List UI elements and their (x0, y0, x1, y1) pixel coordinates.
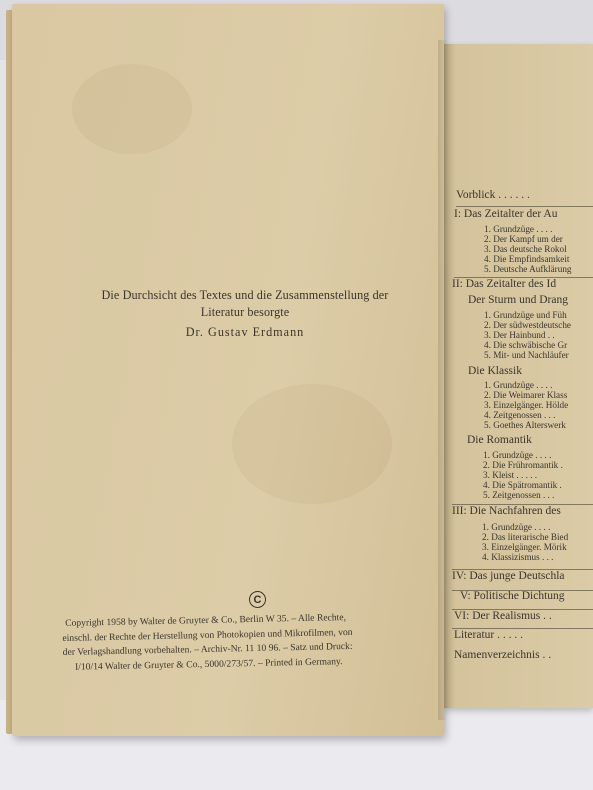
toc-entry: II: Das Zeitalter des Id (452, 278, 557, 290)
paper-stain (72, 64, 192, 154)
toc-entry: VI: Der Realismus . . (454, 610, 552, 622)
toc-entry: 3. Das deutsche Rokol (484, 244, 567, 254)
toc-entry: V: Politische Dichtung (460, 590, 565, 602)
credit-line: Die Durchsicht des Textes und die Zusammenstellung der (101, 288, 389, 302)
copyright-line: I/10/14 Walter de Gruyter & Co., 5000/273/57. – Printed in Germany. (74, 655, 343, 673)
credit-block (60, 287, 430, 341)
toc-entry: III: Die Nachfahren des (452, 505, 561, 517)
toc-entry: 2. Das literarische Bied (482, 532, 569, 542)
toc-entry: 4. Zeitgenossen . . . (484, 410, 556, 420)
toc-entry: 2. Der südwestdeutsche (484, 320, 572, 330)
toc-entry: IV: Das junge Deutschla (452, 570, 565, 582)
toc-entry: 5. Zeitgenossen . . . (483, 490, 555, 500)
toc-entry: 1. Grundzüge . . . . (483, 450, 552, 460)
paper-stain (232, 384, 392, 504)
toc-entry: Vorblick . . . . . . (456, 189, 530, 201)
toc-entry: 1. Grundzüge und Füh (484, 310, 567, 320)
toc-entry: 1. Grundzüge . . . . (482, 522, 551, 532)
editor-name: Dr. Gustav Erdmann (185, 325, 305, 339)
toc-entry: 1. Grundzüge . . . . (484, 380, 553, 390)
toc-entry: 1. Grundzüge . . . . (484, 224, 553, 234)
toc-entry: 3. Kleist . . . . . (483, 470, 538, 480)
toc-entry: 3. Einzelgänger. Hölde (484, 400, 569, 410)
toc-entry: Der Sturm und Drang (468, 294, 568, 306)
toc-entry: 4. Die Spätromantik . (483, 480, 562, 490)
toc-entry: 4. Die Empfindsamkeit (484, 254, 570, 264)
toc-entry: I: Das Zeitalter der Au (454, 208, 558, 220)
toc-entry: 4. Klassizismus . . . (482, 552, 554, 562)
toc-entry: 5. Goethes Alterswerk (484, 420, 566, 430)
toc-entry: 2. Die Frühromantik . (483, 460, 563, 470)
toc-entry: 3. Einzelgänger. Mörik (482, 542, 567, 552)
toc-entry: Die Romantik (467, 434, 532, 446)
table-of-contents (444, 44, 593, 708)
toc-entry: 2. Die Weimarer Klass (484, 390, 568, 400)
toc-entry: 4. Die schwäbische Gr (484, 340, 568, 350)
copyright-icon: C (249, 591, 266, 608)
toc-entry: 2. Der Kampf um der (484, 234, 563, 244)
copyright-line: der Verlagshandlung vorbehalten. – Archiv-Nr. 11 10 96. – Satz und Druck: (62, 640, 353, 658)
toc-entry: Die Klassik (468, 365, 522, 377)
divider (456, 206, 593, 207)
toc-entry: 5. Mit- und Nachläufer (484, 350, 569, 360)
credit-line: Literatur besorgte (200, 305, 290, 319)
toc-entry: 3. Der Hainbund . . (484, 330, 555, 340)
toc-entry: 5. Deutsche Aufklärung (484, 264, 572, 274)
toc-entry: Literatur . . . . . (454, 629, 523, 641)
copyright-notice (62, 609, 443, 675)
copyright-line: Copyright 1958 by Walter de Gruyter & Co., Berlin W 35. – Alle Rechte, (65, 612, 347, 629)
copyright-line: einschl. der Rechte der Herstellung von Photokopien und Mikrofilmen, von (62, 626, 353, 644)
toc-entry: Namenverzeichnis . . (454, 649, 552, 661)
